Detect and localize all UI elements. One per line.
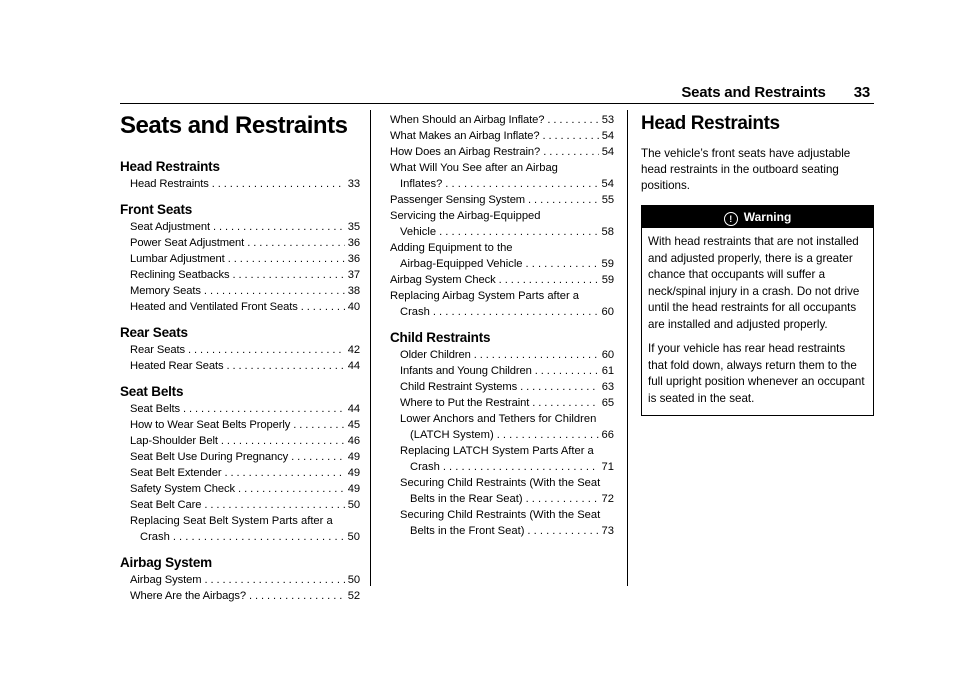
- toc-entry-title-cont: Belts in the Rear Seat): [410, 493, 523, 505]
- toc-entry[interactable]: [120, 267, 360, 283]
- toc-entry-continuation: [390, 256, 614, 272]
- toc-page-number: 35: [347, 221, 360, 233]
- toc-entry[interactable]: [390, 128, 614, 144]
- toc-entry[interactable]: [120, 358, 360, 374]
- dot-leader: [439, 224, 598, 240]
- toc-entry-title: Lower Anchors and Tethers for Children: [400, 413, 597, 425]
- toc-entry-title: Memory Seats: [130, 285, 201, 297]
- toc-page-number: 72: [601, 493, 614, 505]
- section-title: Head Restraints: [641, 113, 780, 134]
- toc-entry-title: Securing Child Restraints (With the Seat: [400, 509, 601, 521]
- toc-entry-title: Power Seat Adjustment: [130, 237, 245, 249]
- toc-entry-title: Where Are the Airbags?: [130, 590, 246, 602]
- toc-entry-title-cont: (LATCH System): [410, 429, 494, 441]
- toc-page-number: 60: [601, 306, 614, 318]
- dot-leader: [183, 401, 345, 417]
- toc-entry[interactable]: [120, 219, 360, 235]
- toc-page-number: 49: [347, 451, 360, 463]
- toc-page-number: 44: [347, 403, 360, 415]
- toc-page-number: 33: [347, 178, 360, 190]
- dot-leader: [238, 481, 345, 497]
- toc-section-heading: Airbag System: [120, 555, 212, 570]
- header-rule: [120, 103, 874, 104]
- toc-entry[interactable]: [390, 475, 614, 507]
- toc-entry[interactable]: [390, 347, 614, 363]
- toc-entry-title: Seat Belt Care: [130, 499, 202, 511]
- toc-entry-title: How Does an Airbag Restrain?: [390, 146, 541, 158]
- toc-entry-title: Child Restraint Systems: [400, 381, 518, 393]
- toc-entry[interactable]: [390, 411, 614, 443]
- dot-leader: [547, 112, 598, 128]
- toc-page-number: 60: [601, 349, 614, 361]
- toc-page-number: 53: [601, 114, 614, 126]
- toc-entry[interactable]: [120, 588, 360, 604]
- warning-paragraph: With head restraints that are not installed and adjusted properly, there is a greater chance that occupants will suffer a neck/spinal injury in a crash. Do not drive until the head restraints for all occupants are installed and adjusted properly.: [648, 235, 860, 331]
- dot-leader: [291, 449, 345, 465]
- toc-entry[interactable]: [120, 449, 360, 465]
- dot-leader: [520, 379, 599, 395]
- toc-entry-title: How to Wear Seat Belts Properly: [130, 419, 291, 431]
- dot-leader: [247, 235, 345, 251]
- toc-entry-continuation: [400, 459, 614, 475]
- toc-entry[interactable]: [390, 443, 614, 475]
- toc-page-number: 73: [601, 525, 614, 537]
- dot-leader: [535, 363, 599, 379]
- toc-page-number: 42: [347, 344, 360, 356]
- toc-entry-title: Heated Rear Seats: [130, 360, 224, 372]
- dot-leader: [228, 251, 345, 267]
- toc-entry-title: Reclining Seatbacks: [130, 269, 230, 281]
- toc-entry[interactable]: [390, 363, 614, 379]
- dot-leader: [543, 144, 599, 160]
- toc-entry-title: When Should an Airbag Inflate?: [390, 114, 545, 126]
- toc-entry-title: Infants and Young Children: [400, 365, 532, 377]
- dot-leader: [293, 417, 345, 433]
- toc-page-number: 50: [347, 531, 360, 543]
- dot-leader: [232, 267, 344, 283]
- toc-entry-continuation: [390, 176, 614, 192]
- toc-entry-title-cont: Crash: [140, 531, 170, 543]
- toc-entry-continuation: [400, 491, 614, 507]
- dot-leader: [249, 588, 345, 604]
- toc-section: [120, 383, 360, 545]
- toc-entry-title: Head Restraints: [130, 178, 209, 190]
- toc-section: [120, 324, 360, 374]
- toc-entry[interactable]: [120, 572, 360, 588]
- toc-entry[interactable]: [390, 240, 614, 272]
- column-divider-1: [370, 110, 371, 586]
- toc-entry[interactable]: [120, 433, 360, 449]
- toc-page-number: 38: [347, 285, 360, 297]
- toc-page-number: 63: [601, 381, 614, 393]
- toc-entry-title: What Makes an Airbag Inflate?: [390, 130, 540, 142]
- dot-leader: [213, 219, 345, 235]
- toc-entry-title-cont: Airbag-Equipped Vehicle: [400, 258, 523, 270]
- toc-entry[interactable]: [120, 251, 360, 267]
- dot-leader: [528, 192, 599, 208]
- toc-entry-title: Securing Child Restraints (With the Seat: [400, 477, 601, 489]
- warning-label: Warning: [743, 210, 792, 224]
- toc-page-number: 54: [601, 130, 614, 142]
- toc-section-heading: Seat Belts: [120, 384, 184, 399]
- dot-leader: [499, 272, 599, 288]
- intro-paragraph: The vehicle’s front seats have adjustable head restraints in the outboard seating positions.: [641, 147, 851, 192]
- toc-entry[interactable]: [120, 235, 360, 251]
- dot-leader: [301, 299, 345, 315]
- dot-leader: [532, 395, 599, 411]
- dot-leader: [443, 459, 599, 475]
- toc-page-number: 50: [347, 574, 360, 586]
- column-divider-2: [627, 110, 628, 586]
- toc-entry[interactable]: [120, 497, 360, 513]
- toc-entry-title: Servicing the Airbag-Equipped: [390, 210, 541, 222]
- dot-leader: [497, 427, 599, 443]
- toc-entry-continuation: [400, 427, 614, 443]
- toc-entry-title: What Will You See after an Airbag: [390, 162, 558, 174]
- toc-entry[interactable]: [120, 513, 360, 545]
- toc-page-number: 44: [347, 360, 360, 372]
- toc-child-restraints: [390, 329, 614, 539]
- running-head: [470, 84, 870, 101]
- toc-entry-continuation: [390, 224, 614, 240]
- page-number: 33: [853, 84, 870, 101]
- toc-entry-title: Passenger Sensing System: [390, 194, 526, 206]
- toc-page-number: 40: [347, 301, 360, 313]
- toc-page-number: 49: [347, 483, 360, 495]
- dot-leader: [225, 465, 345, 481]
- toc-section: [120, 201, 360, 315]
- toc-page-number: 59: [601, 258, 614, 270]
- toc-entry-title-cont: Belts in the Front Seat): [410, 525, 525, 537]
- dot-leader: [526, 256, 599, 272]
- toc-section: [120, 158, 360, 192]
- toc-entry[interactable]: [390, 272, 614, 288]
- toc-entry[interactable]: [390, 288, 614, 320]
- toc-entry-title-cont: Inflates?: [400, 178, 443, 190]
- toc-entry-title: Safety System Check: [130, 483, 236, 495]
- toc-entry-continuation: [390, 304, 614, 320]
- dot-leader: [445, 176, 598, 192]
- toc-entry[interactable]: [390, 395, 614, 411]
- head-restraints-section: [641, 112, 874, 416]
- toc-entry-title: Lumbar Adjustment: [130, 253, 225, 265]
- toc-entry-continuation: [400, 523, 614, 539]
- toc-page-number: 45: [347, 419, 360, 431]
- toc-entry[interactable]: [390, 160, 614, 192]
- toc-entry[interactable]: [390, 208, 614, 240]
- dot-leader: [527, 523, 598, 539]
- toc-page-number: 65: [601, 397, 614, 409]
- toc-page-number: 37: [347, 269, 360, 281]
- toc-entry-title: Seat Belt Use During Pregnancy: [130, 451, 289, 463]
- toc-entry[interactable]: [120, 299, 360, 315]
- toc-page-number: 52: [347, 590, 360, 602]
- toc-column-1: [120, 112, 360, 613]
- toc-entry[interactable]: [120, 481, 360, 497]
- toc-page-number: 55: [601, 194, 614, 206]
- toc-page-number: 59: [601, 274, 614, 286]
- toc-entry[interactable]: [120, 417, 360, 433]
- toc-page-number: 54: [601, 178, 614, 190]
- toc-entry-title: Replacing LATCH System Parts After a: [400, 445, 594, 457]
- running-head-title: Seats and Restraints: [681, 84, 826, 101]
- dot-leader: [188, 342, 345, 358]
- toc-entry-title-cont: Crash: [400, 306, 430, 318]
- chapter-title: Seats and Restraints: [120, 112, 348, 139]
- toc-entry[interactable]: [120, 465, 360, 481]
- toc-page-number: 61: [601, 365, 614, 377]
- warning-icon: !: [724, 212, 738, 226]
- toc-entry-title: Airbag System: [130, 574, 202, 586]
- toc-entry-title-cont: Crash: [410, 461, 440, 473]
- toc-section: [120, 554, 360, 604]
- toc-section-heading: Head Restraints: [120, 159, 220, 174]
- dot-leader: [221, 433, 345, 449]
- toc-section-heading: Rear Seats: [120, 325, 188, 340]
- toc-entry-continuation: [130, 529, 360, 545]
- toc-page-number: 54: [601, 146, 614, 158]
- toc-entry-title: Lap-Shoulder Belt: [130, 435, 218, 447]
- toc-entry[interactable]: [120, 283, 360, 299]
- toc-section-heading: Front Seats: [120, 202, 193, 217]
- toc-entry-title: Airbag System Check: [390, 274, 496, 286]
- toc-entry-title: Replacing Airbag System Parts after a: [390, 290, 580, 302]
- toc-entry-title-cont: Vehicle: [400, 226, 437, 238]
- toc-entry-title: Adding Equipment to the: [390, 242, 513, 254]
- dot-leader: [173, 529, 345, 545]
- toc-page-number: 49: [347, 467, 360, 479]
- dot-leader: [474, 347, 599, 363]
- toc-page-number: 66: [601, 429, 614, 441]
- toc-entry-title: Older Children: [400, 349, 471, 361]
- warning-paragraph: If your vehicle has rear head restraints that fold down, always return them to the full upright position whenever an occupant is seated in the seat.: [648, 342, 865, 405]
- toc-entry-title: Seat Belts: [130, 403, 180, 415]
- toc-entry[interactable]: [390, 112, 614, 128]
- toc-page-number: 71: [601, 461, 614, 473]
- toc-page-number: 58: [601, 226, 614, 238]
- toc-entry-title: Seat Belt Extender: [130, 467, 222, 479]
- dot-leader: [226, 358, 344, 374]
- toc-page-number: 36: [347, 253, 360, 265]
- toc-page-number: 46: [347, 435, 360, 447]
- dot-leader: [204, 572, 344, 588]
- warning-header: [642, 206, 873, 228]
- toc-entry-title: Where to Put the Restraint: [400, 397, 530, 409]
- toc-page-number: 50: [347, 499, 360, 511]
- toc-entry[interactable]: [390, 507, 614, 539]
- toc-entry-title: Replacing Seat Belt System Parts after a: [130, 515, 333, 527]
- toc-column-2: [390, 112, 614, 548]
- toc-section-heading: Child Restraints: [390, 330, 491, 345]
- dot-leader: [204, 283, 345, 299]
- dot-leader: [542, 128, 598, 144]
- toc-entry-title: Rear Seats: [130, 344, 185, 356]
- dot-leader: [433, 304, 599, 320]
- toc-entry-title: Heated and Ventilated Front Seats: [130, 301, 298, 313]
- toc-sections: [120, 158, 360, 604]
- toc-entry[interactable]: [390, 144, 614, 160]
- dot-leader: [526, 491, 599, 507]
- toc-entry[interactable]: [120, 401, 360, 417]
- toc-entry[interactable]: [120, 342, 360, 358]
- toc-airbag-continued: [390, 112, 614, 320]
- dot-leader: [204, 497, 344, 513]
- dot-leader: [212, 176, 345, 192]
- warning-box: [641, 205, 874, 416]
- toc-entry[interactable]: [120, 176, 360, 192]
- toc-entry[interactable]: [390, 379, 614, 395]
- toc-page-number: 36: [347, 237, 360, 249]
- toc-entry-title: Seat Adjustment: [130, 221, 210, 233]
- toc-entry[interactable]: [390, 192, 614, 208]
- warning-body: [642, 228, 873, 415]
